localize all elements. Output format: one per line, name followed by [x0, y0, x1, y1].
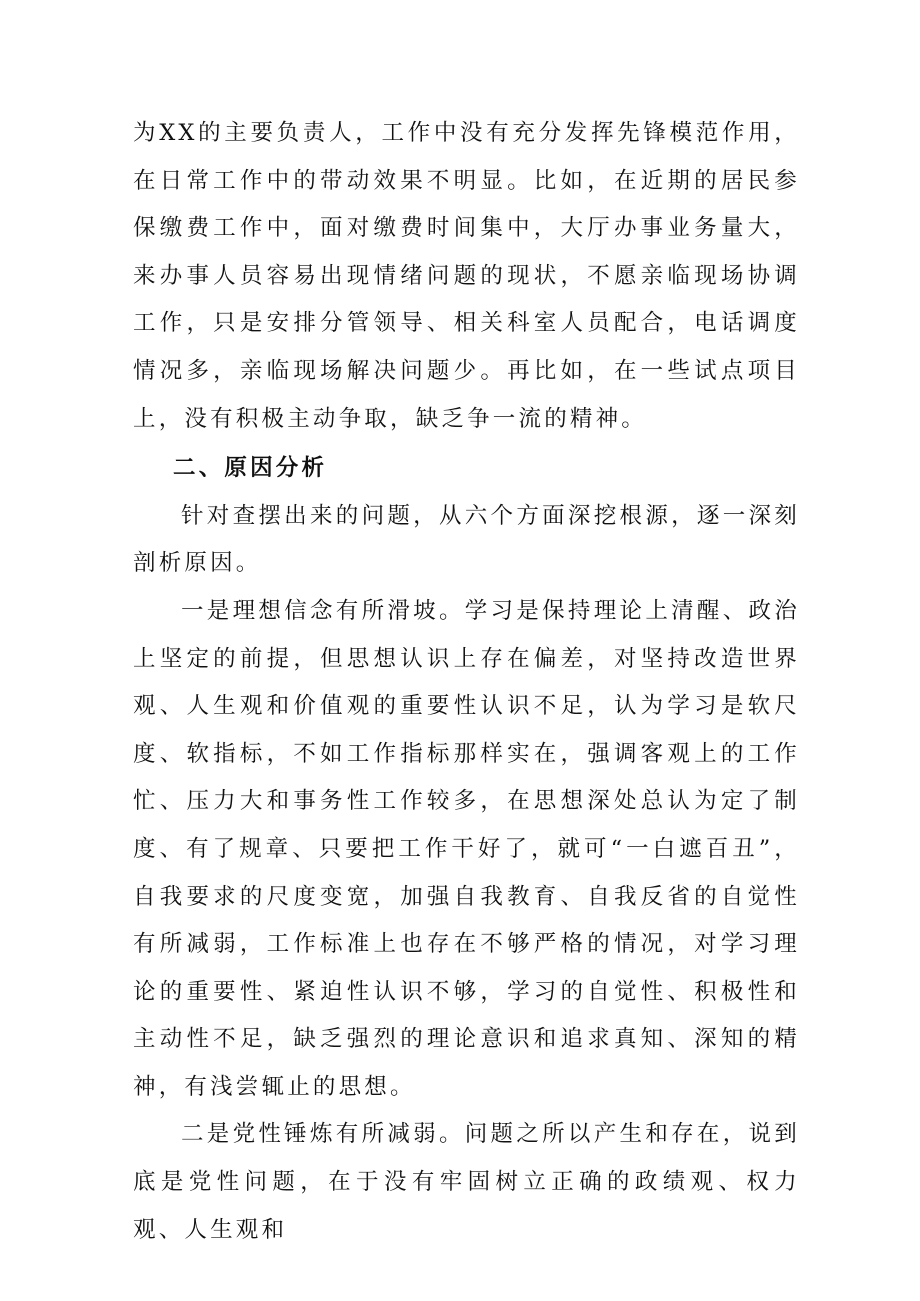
section-heading: 二、原因分析: [173, 455, 328, 482]
intro-paragraph: 针对查摆出来的问题，从六个方面深挖根源，逐一深刻剖析原因。: [133, 502, 800, 577]
point-one-paragraph: 一是理想信念有所滑坡。学习是保持理论上清醒、政治上坚定的前提，但思想认识上存在偏差，对坚持改造世界观、人生观和价值观的重要性认识不足，认为学习是软尺度、软指标，不如工作指标那样实在，强调客观上的工作忙、压力大和事务性工作较多，在思想深处总认为定了制度、有了规章、只要把工作干好了，就可“一白遮百丑”，自我要求的尺度变宽，加强自我教育、自我反省的自觉性有所减弱，工作标准上也存在不够严格的情况，对学习理论的重要性、紧迫性认识不够，学习的自觉性、积极性和主动性不足，缺乏强烈的理论意识和追求真知、深知的精神，有浅尝辄止的思想。: [133, 597, 800, 1100]
body-paragraph-continuation: 为XX的主要负责人，工作中没有充分发挥先锋模范作用，在日常工作中的带动效果不明显。比如，在近期的居民参保缴费工作中，面对缴费时间集中，大厅办事业务量大，来办事人员容易出现情绪问题的现状，不愿亲临现场协调工作，只是安排分管领导、相关科室人员配合，电话调度情况多，亲临现场解决问题少。再比如，在一些试点项目上，没有积极主动争取，缺乏争一流的精神。: [133, 120, 800, 432]
point-two-paragraph: 二是党性锤炼有所减弱。问题之所以产生和存在，说到底是党性问题，在于没有牢固树立正确的政绩观、权力观、人生观和: [133, 1121, 800, 1243]
